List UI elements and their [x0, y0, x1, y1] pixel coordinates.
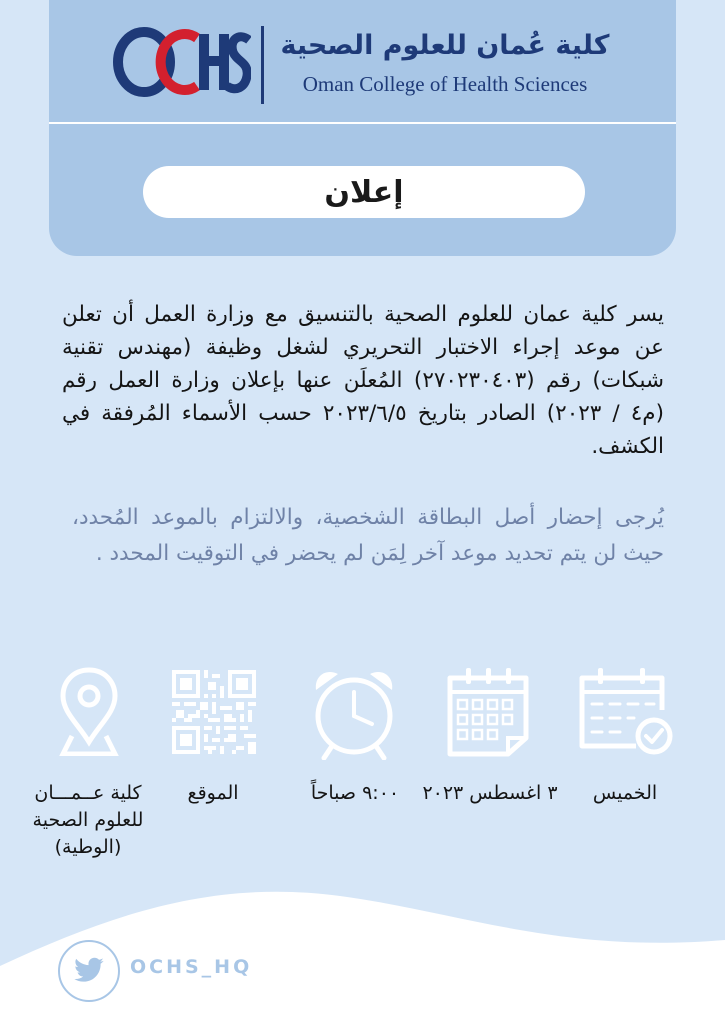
- announcement-body: يسر كلية عمان للعلوم الصحية بالتنسيق مع وزارة العمل أن تعلن عن موعد إجراء الاختبار التحريري لشغل وظيفة (مهندس تقنية شبكات) رقم (٢٧٠٢٣٠٤٠٣) المُعلَن عنها بإعلان وزارة العمل رقم (م٤ / ٢٠٢٣) الصادر بتاريخ ٢٠٢٣/٦/٥ حسب الأسماء المُرفقة في الكشف.: [62, 302, 664, 459]
- attendance-note: يُرجى إحضار أصل البطاقة الشخصية، والالتزام بالموعد المُحدد، حيث لن يتم تحديد موعد آخر لِمَن لم يحضر في التوقيت المحدد .: [72, 505, 664, 566]
- location-label: الموقع: [187, 782, 239, 804]
- college-name-english: Oman College of Health Sciences: [302, 72, 588, 96]
- college-name-arabic: كلية عُمان للعلوم الصحية: [280, 30, 610, 61]
- header-divider: [49, 122, 676, 124]
- location-line-1: كلية عــمـــان: [34, 782, 142, 804]
- exam-day: الخميس: [592, 782, 658, 804]
- twitter-link[interactable]: [58, 940, 120, 1002]
- alarm-clock-icon: [308, 664, 400, 760]
- calendar-check-icon: [578, 666, 674, 758]
- twitter-bird-icon: [73, 957, 105, 985]
- college-logo: [49, 0, 676, 122]
- twitter-handle[interactable]: OCHS_HQ: [130, 956, 253, 978]
- location-line-2: للعلوم الصحية: [32, 809, 144, 831]
- location-pin-icon: [58, 666, 120, 756]
- exam-date: ٣ اغسطس ٢٠٢٣: [422, 782, 558, 804]
- location-name: [14, 780, 162, 861]
- calendar-icon: [446, 666, 530, 758]
- location-line-3: (الوطية): [54, 836, 122, 858]
- header-panel: [49, 0, 676, 256]
- qr-code-icon[interactable]: [172, 670, 256, 754]
- logo-divider: [261, 26, 264, 104]
- announcement-title: إعلان: [143, 166, 585, 218]
- ochs-logo-mark: [111, 22, 251, 102]
- exam-time: ٩:٠٠ صباحاً: [310, 782, 400, 804]
